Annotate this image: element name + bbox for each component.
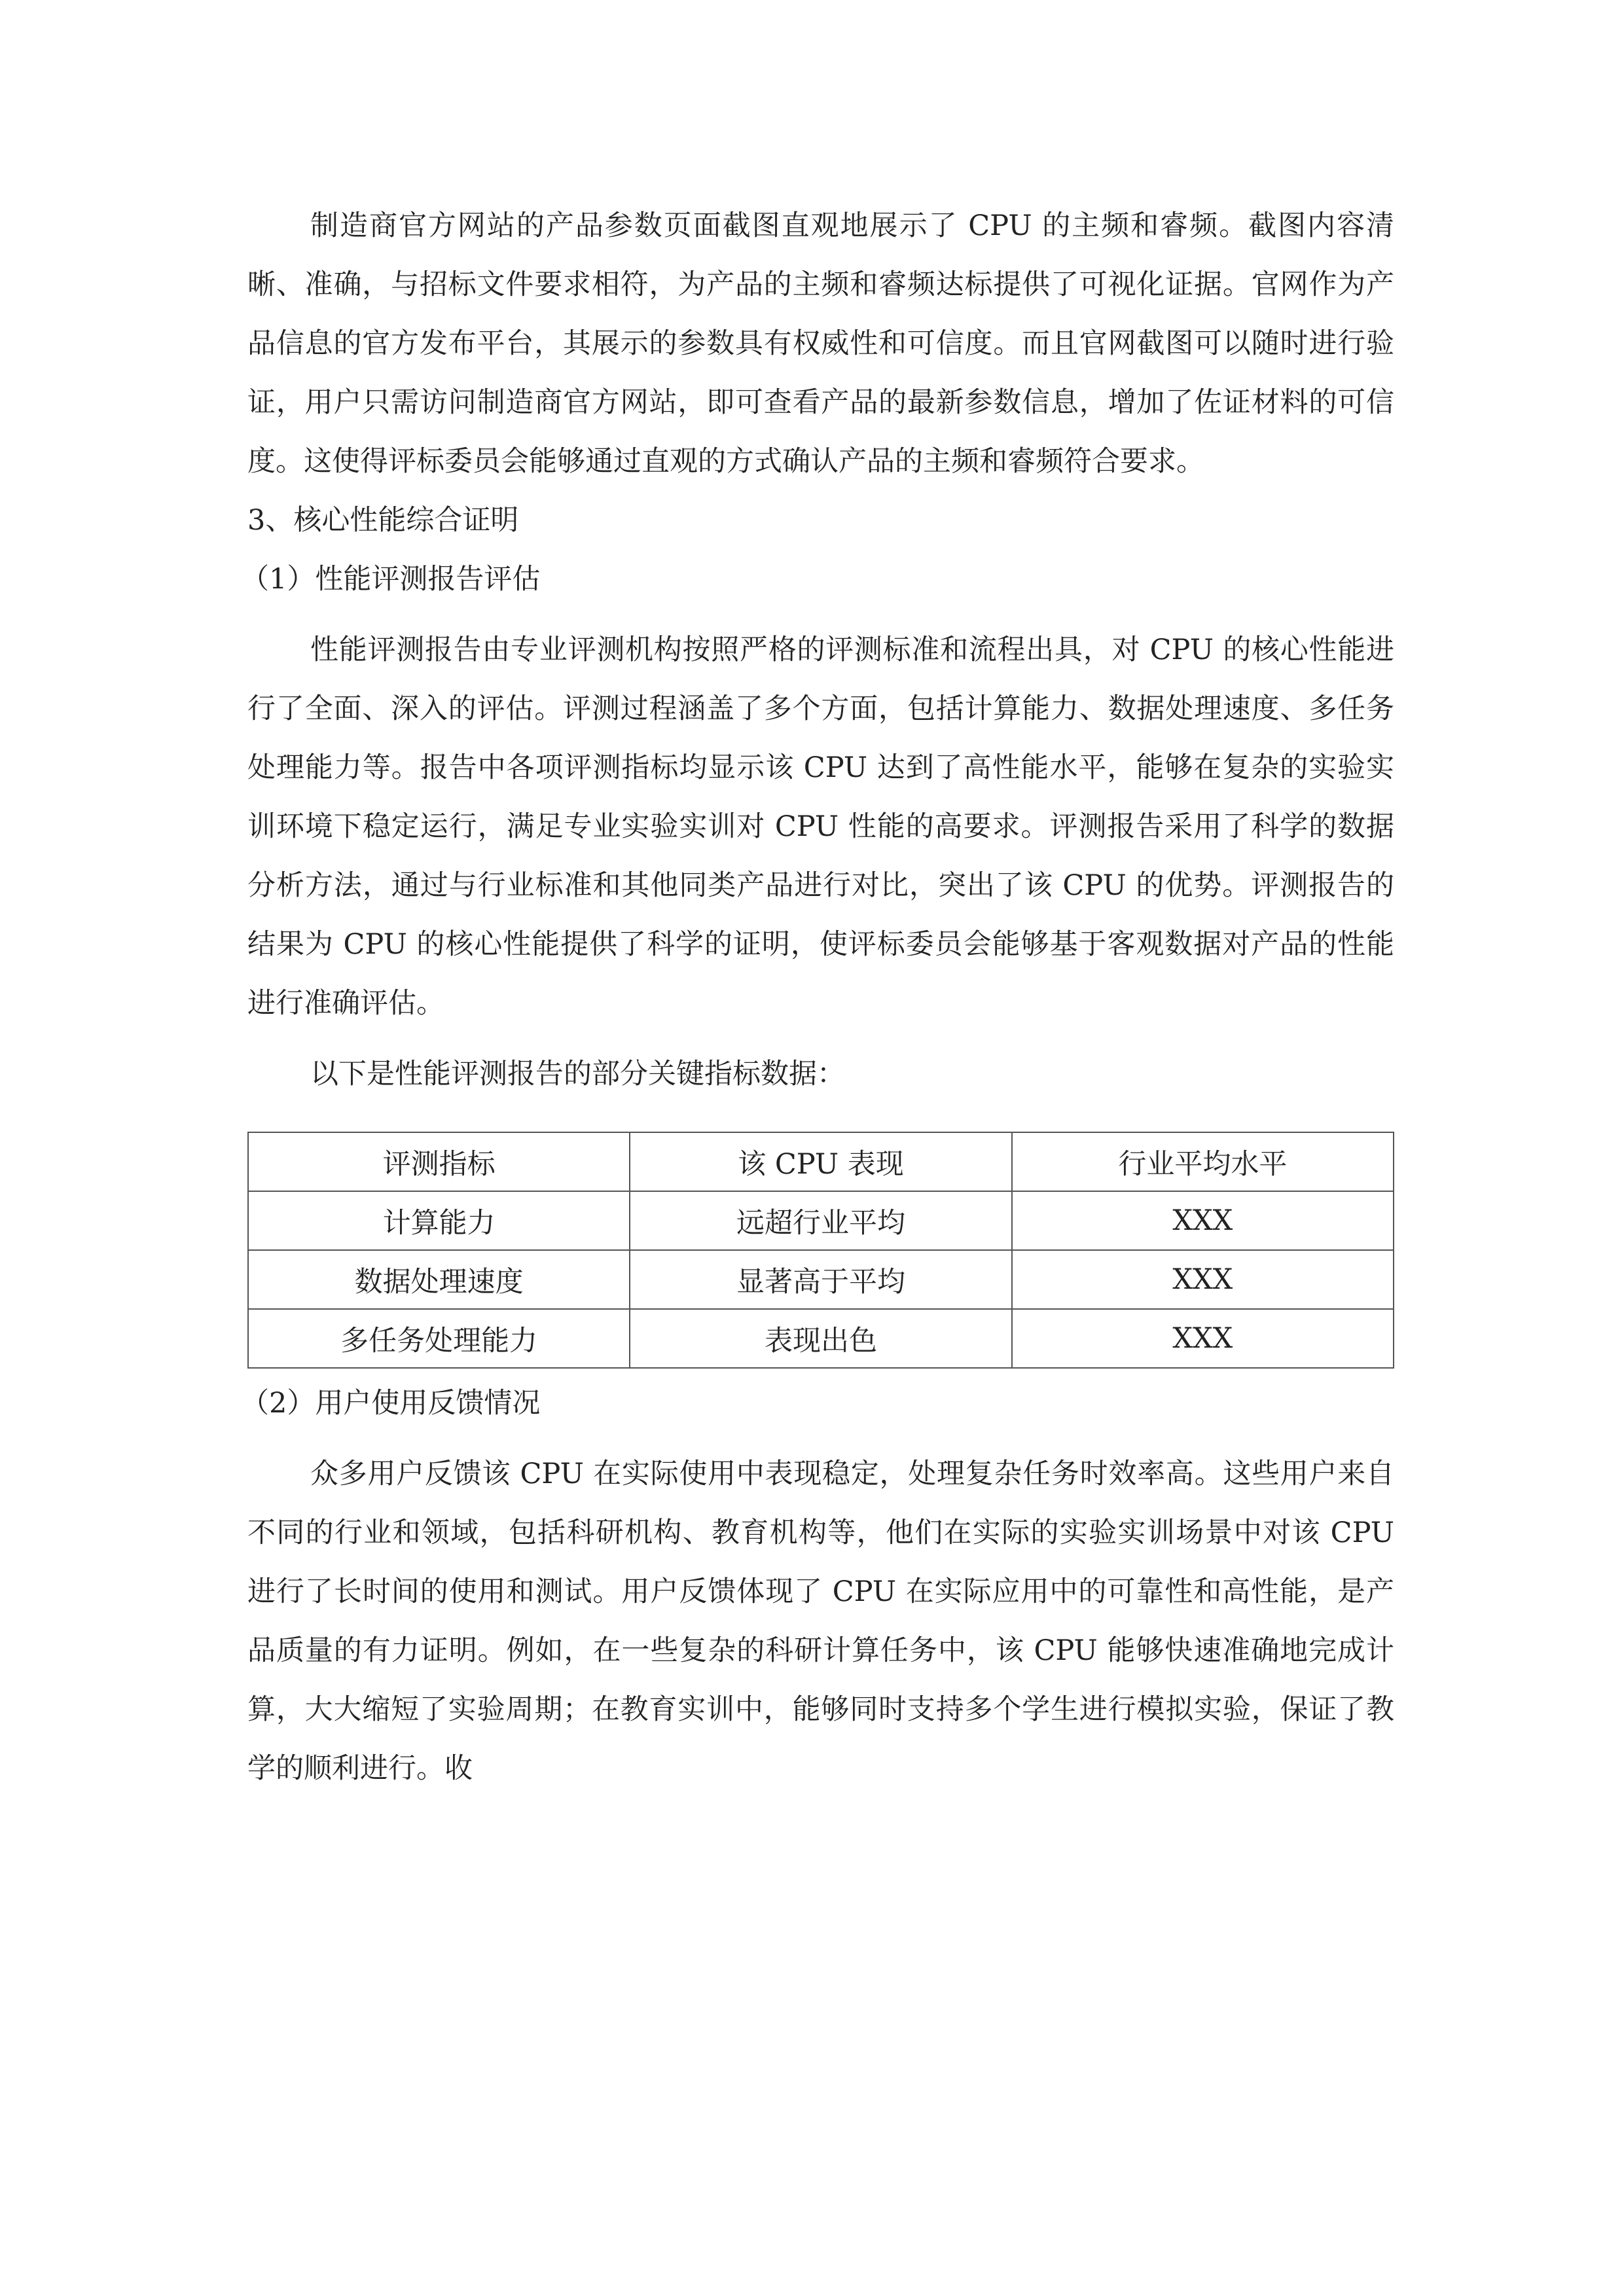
table-cell: 表现出色 — [630, 1309, 1011, 1368]
table-header-cell: 评测指标 — [248, 1132, 630, 1191]
subsection-heading-user-feedback: （2）用户使用反馈情况 — [241, 1387, 541, 1420]
table-cell: 多任务处理能力 — [248, 1309, 630, 1368]
paragraph-user-feedback: 众多用户反馈该 CPU 在实际使用中表现稳定，处理复杂任务时效率高。这些用户来自不同的行业和领域，包括科研机构、教育机构等，他们在实际的实验实训场景中对该 CPU 进行了长时间的使用和测试。用户反馈体现了 CPU 在实际应用中的可靠性和高性能，是产品质量的有力证明。例如，在一些复杂的科研计算任务中，该 CPU 能够快速准确地完成计算，大大缩短了实验周期；在教育实训中，能够同时支持多个学生进行模拟实验，保证了教学的顺利进行。收 — [247, 1458, 1394, 1785]
table-row — [248, 1191, 1394, 1250]
table-header-cell: 该 CPU 表现 — [630, 1132, 1011, 1191]
document-page — [241, 196, 1394, 1798]
table-cell: 显著高于平均 — [630, 1250, 1011, 1309]
table-cell: XXX — [1012, 1250, 1394, 1309]
paragraph-benchmark-report: 性能评测报告由专业评测机构按照严格的评测标准和流程出具，对 CPU 的核心性能进行了全面、深入的评估。评测过程涵盖了多个方面，包括计算能力、数据处理速度、多任务处理能力等。报告中各项评测指标均显示该 CPU 达到了高性能水平，能够在复杂的实验实训环境下稳定运行，满足专业实验实训对 CPU 性能的高要求。评测报告采用了科学的数据分析方法，通过与行业标准和其他同类产品进行对比，突出了该 CPU 的优势。评测报告的结果为 CPU 的核心性能提供了科学的证明，使评标委员会能够基于客观数据对产品的性能进行准确评估。 — [247, 634, 1394, 1020]
table-header-row — [248, 1132, 1394, 1191]
table-cell: XXX — [1012, 1191, 1394, 1250]
table-header-cell: 行业平均水平 — [1012, 1132, 1394, 1191]
table-row — [248, 1250, 1394, 1309]
table-cell: 数据处理速度 — [248, 1250, 630, 1309]
subsection-heading-benchmark-report: （1）性能评测报告评估 — [241, 563, 541, 596]
table-cell: XXX — [1012, 1309, 1394, 1368]
table-cell: 计算能力 — [248, 1191, 630, 1250]
table-lead-text: 以下是性能评测报告的部分关键指标数据： — [310, 1058, 845, 1090]
paragraph-official-website: 制造商官方网站的产品参数页面截图直观地展示了 CPU 的主频和睿频。截图内容清晰、准确，与招标文件要求相符，为产品的主频和睿频达标提供了可视化证据。官网作为产品信息的官方发布平台，其展示的参数具有权威性和可信度。而且官网截图可以随时进行验证，用户只需访问制造商官方网站，即可查看产品的最新参数信息，增加了佐证材料的可信度。这使得评标委员会能够通过直观的方式确认产品的主频和睿频符合要求。 — [247, 209, 1394, 478]
table-cell: 远超行业平均 — [630, 1191, 1011, 1250]
metrics-table — [247, 1132, 1394, 1369]
section-heading-core-performance: 3、核心性能综合证明 — [247, 504, 519, 537]
table-row — [248, 1309, 1394, 1368]
